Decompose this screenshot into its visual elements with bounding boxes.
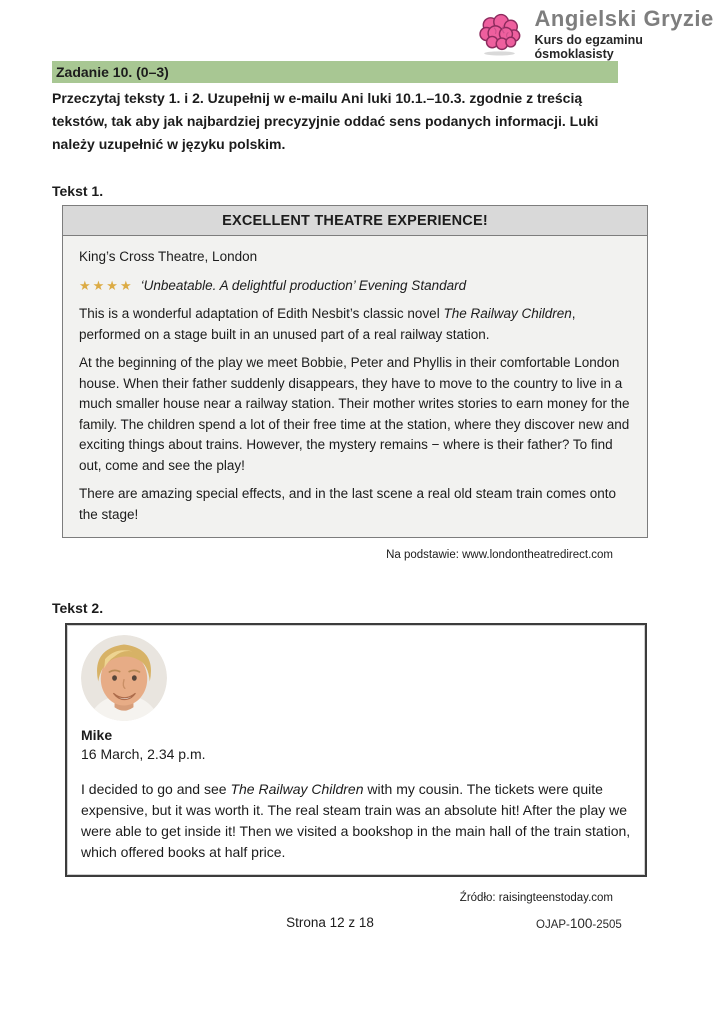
task-header: Zadanie 10. (0–3) — [52, 61, 618, 83]
forum-post-box — [65, 623, 647, 877]
post-text — [81, 779, 633, 863]
theatre-rating-line — [79, 276, 631, 297]
post-author: Mike — [81, 727, 113, 743]
book-title: The Railway Children — [443, 306, 572, 321]
brand-title: Angielski Gryzie — [534, 6, 714, 31]
brain-logo-icon — [476, 8, 525, 60]
text1-label: Tekst 1. — [52, 183, 104, 199]
paragraph-segment: with my cousin. The tickets were quite expensive, but it was worth it. The real steam train was an absolute hit! After the play we were able to get inside it! Then we visited a bookshop in the main hall of the train station, which offered books at half price. — [81, 781, 631, 860]
exam-content — [52, 61, 631, 904]
text2-label: Tekst 2. — [52, 600, 104, 616]
task-instruction: Przeczytaj teksty 1. i 2. Uzupełnij w e-mailu Ani luki 10.1.–10.3. zgodnie z treścią tekstów, tak aby jak najbardziej precyzyjnie oddać sens podanych informacji. Luki należy uzupełnić w języku polskim. — [52, 90, 599, 152]
theatre-paragraph-3: There are amazing special effects, and in the last scene a real old steam train comes onto the stage! — [79, 486, 617, 522]
boy-avatar-image — [81, 635, 167, 721]
star-rating-icon: ★★★★ — [79, 277, 134, 293]
press-quote: ‘Unbeatable. A delightful production’ Evening Standard — [140, 277, 467, 293]
theatre-review-box — [62, 205, 648, 538]
book-title: The Railway Children — [230, 781, 364, 797]
page-number: Strona 12 z 18 — [286, 915, 374, 930]
paragraph-segment: This is a wonderful adaptation of Edith Nesbit’s classic novel — [79, 306, 444, 321]
post-datetime: 16 March, 2.34 p.m. — [81, 746, 206, 762]
theatre-paragraph-1 — [79, 304, 631, 345]
avatar — [81, 635, 167, 721]
theatre-venue: King’s Cross Theatre, London — [79, 249, 258, 264]
code-prefix: OJAP- — [536, 919, 570, 931]
code-mid: 100 — [569, 916, 593, 931]
paragraph-segment: , performed on a stage built in an unused part of a real railway station. — [79, 306, 576, 342]
theatre-paragraph-2: At the beginning of the play we meet Bobbie, Peter and Phyllis in their comfortable London house. When their father suddenly disappears, they have to move to the country to live in a much smaller house near a railway station. Their mother writes stories to earn money for the family. The children spend a lot of their free time at the station, where they discover new and exciting things about trains. However, the mystery remains − where is their father? To find out, come and see the play! — [79, 355, 630, 473]
theatre-review-title: EXCELLENT THEATRE EXPERIENCE! — [63, 206, 647, 236]
text2-source: Źródło: raisingteenstoday.com — [459, 892, 613, 904]
code-suffix: -2505 — [592, 919, 622, 931]
brand-text — [535, 7, 720, 61]
document-code — [536, 916, 646, 931]
brand-logo — [476, 7, 720, 61]
text1-source: Na podstawie: www.londontheatredirect.com — [386, 549, 613, 561]
theatre-review-body — [63, 236, 647, 537]
brand-subtitle: Kurs do egzaminu ósmoklasisty — [534, 33, 643, 61]
paragraph-segment: I decided to go and see — [81, 781, 231, 797]
